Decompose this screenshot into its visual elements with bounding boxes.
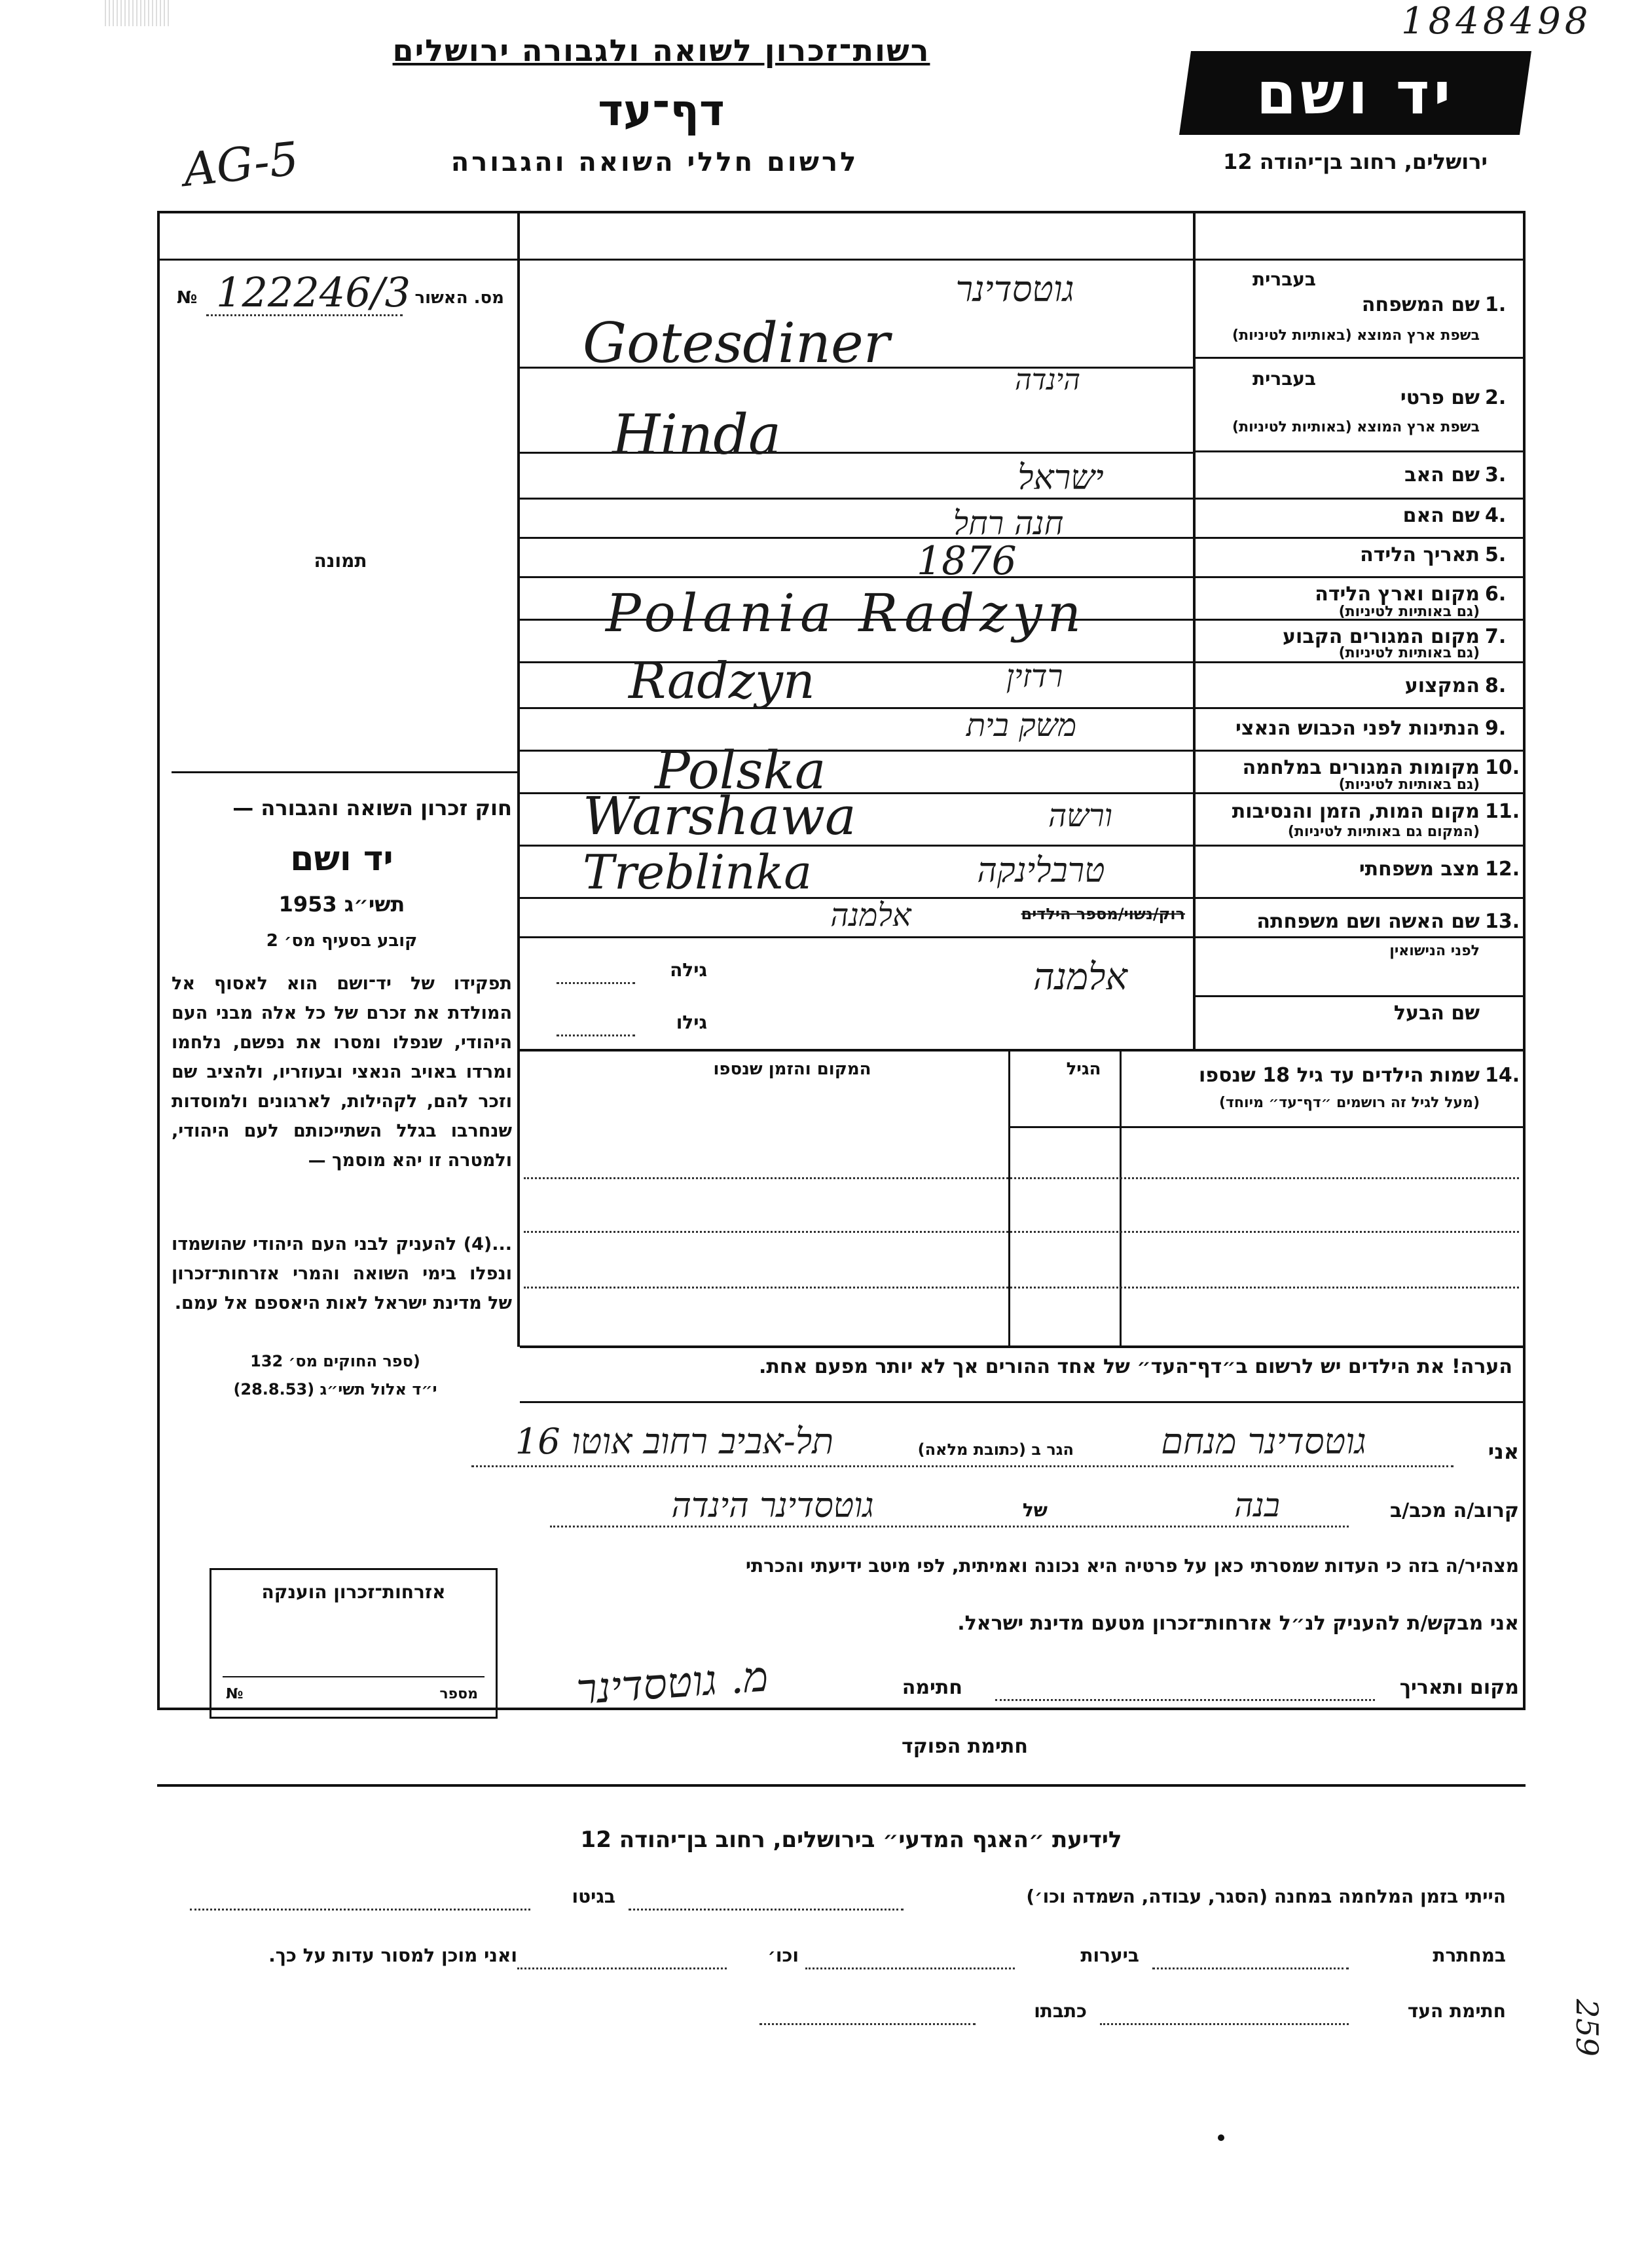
law-date: י״ד אלול תשי״ג (28.8.53) bbox=[233, 1380, 437, 1399]
footer-line2-forests: ביערות bbox=[1080, 1945, 1139, 1966]
children-col-divider-1 bbox=[1008, 1052, 1010, 1346]
field-9-value: Polska bbox=[655, 740, 826, 801]
row-rule bbox=[1196, 995, 1526, 997]
declaration-of-label: של bbox=[1022, 1499, 1048, 1521]
officer-signature-label: חתימת הפוקד bbox=[902, 1735, 1028, 1758]
row-rule bbox=[1196, 450, 1526, 452]
footer-line2-willing: ואני מוכן למסור עדות על כך. bbox=[268, 1945, 517, 1966]
field-13-husband-label: שם הבעל bbox=[1393, 1002, 1480, 1025]
children-col-divider-2 bbox=[1120, 1052, 1122, 1346]
law-source: (ספר החוקים מס׳ 132 bbox=[250, 1352, 420, 1370]
field-5-number: 5. bbox=[1485, 543, 1507, 566]
field-2-hebrew-tag: בעברית bbox=[1252, 368, 1316, 390]
field-8-number: 8. bbox=[1485, 674, 1507, 697]
form-top-rule bbox=[157, 259, 1526, 261]
children-header-rule bbox=[1008, 1126, 1526, 1128]
field-2-value: Hinda bbox=[612, 403, 782, 467]
field-12-struck-options: רוק/נשוי/מספר הילדים bbox=[1021, 905, 1185, 923]
children-section-label: שמות הילדים עד גיל 18 שנספו bbox=[1199, 1064, 1480, 1087]
field-6-value: Polania Radzyn bbox=[606, 583, 1087, 644]
field-10-extra-value: ורשה bbox=[1048, 797, 1112, 834]
children-section-sublabel: (מעל לגיל זה רושמים ״דף־עד״ מיוחד) bbox=[1218, 1095, 1480, 1111]
field-11-sublabel: (המקום גם באותיות לטיניות) bbox=[1287, 824, 1480, 840]
field-7-value: Radzyn bbox=[629, 651, 815, 710]
scan-speck bbox=[1218, 2134, 1224, 2141]
yad-vashem-logo bbox=[1179, 51, 1531, 135]
place-date-label: מקום ותאריך bbox=[1399, 1676, 1519, 1699]
citizenship-box-no-mark: № bbox=[226, 1686, 244, 1702]
declaration-of-value: גוטסדינר הינדה bbox=[671, 1486, 874, 1526]
field-13-label: שם האשה ושם משפחתה bbox=[1256, 910, 1480, 933]
footer-line1-ghetto: בגיטו bbox=[572, 1886, 615, 1907]
row-rule bbox=[520, 498, 1526, 500]
scan-noise bbox=[105, 0, 170, 26]
field-1-number: 1. bbox=[1485, 293, 1507, 316]
field-1-hebrew-tag: בעברית bbox=[1252, 268, 1316, 290]
field-3-label: שם האב bbox=[1404, 464, 1480, 486]
children-row-1 bbox=[524, 1177, 1519, 1179]
field-2-number: 2. bbox=[1485, 386, 1507, 409]
declaration-statement: מצהיר/ה בזה כי העדות שמסרתי כאן על פרטיה היא נכונה ואמיתית, לפי מיטב ידיעתי והכרתי bbox=[745, 1555, 1519, 1577]
footer-line2-underground: במחתרת bbox=[1433, 1945, 1506, 1966]
field-10-value: Warshawa bbox=[583, 786, 856, 847]
note-text: הערה! את הילדים יש לרשום ב״דף־העד״ של אחד ההורים אך לא יותר מפעם אחת. bbox=[759, 1355, 1512, 1378]
field-5-value: 1876 bbox=[917, 538, 1017, 584]
handwritten-code: AG-5 bbox=[181, 132, 301, 197]
declaration-i-label: אני bbox=[1488, 1439, 1519, 1464]
row-rule bbox=[520, 1049, 1526, 1052]
field-11-number: 11. bbox=[1485, 800, 1520, 823]
citizenship-box-number-label: מספר bbox=[439, 1686, 478, 1702]
footer-address-label: כתבתו bbox=[1034, 2000, 1087, 2022]
logo-text: יד ושם bbox=[1256, 59, 1455, 127]
law-name: יד ושם bbox=[290, 839, 393, 879]
field-10-number: 10. bbox=[1485, 756, 1520, 779]
field-4-label: שם האם bbox=[1402, 504, 1480, 527]
left-panel-divider bbox=[517, 211, 520, 1347]
field-1-value: Gotesdiner bbox=[583, 311, 890, 375]
signature-value: מ. גוטסדינר bbox=[574, 1653, 770, 1715]
field-13-age-label: גילה bbox=[670, 959, 707, 981]
declaration-relation-value: בנה bbox=[1234, 1486, 1280, 1524]
footer-top-rule bbox=[157, 1784, 1526, 1787]
field-8-value: משק בית bbox=[966, 707, 1077, 744]
children-col-age: הגיל bbox=[1066, 1059, 1101, 1079]
form-subtitle: לרשום חללי השואה והגבורה bbox=[450, 147, 859, 177]
field-13-number: 13. bbox=[1485, 910, 1520, 933]
field-6-sublabel: (גם באותיות לטיניות) bbox=[1338, 604, 1480, 620]
field-7-extra-value: רדזין bbox=[1006, 658, 1063, 695]
law-year: תשי״ג 1953 bbox=[278, 892, 405, 917]
children-row-3 bbox=[524, 1287, 1519, 1289]
field-2-label: שם פרטי bbox=[1400, 386, 1480, 409]
field-12-value: אלמנה bbox=[830, 897, 911, 934]
field-1-hebrew-value: גוטסדינר bbox=[955, 268, 1074, 310]
field-4-value: חנה רחל bbox=[953, 504, 1064, 542]
approval-label: מס. האשור bbox=[414, 288, 504, 308]
address-line: ירושלים, רחוב בן־יהודה 12 bbox=[1223, 149, 1488, 174]
field-11-label: מקום המות, הזמן והנסיבות bbox=[1232, 800, 1480, 823]
field-11-extra-value: טרבלינקה bbox=[977, 851, 1105, 890]
field-13-age-label-2: גילו bbox=[676, 1012, 707, 1033]
authority-title: רשות־זכרון לשואה ולגבורה ירושלים bbox=[392, 33, 930, 68]
approval-number: 122246/3 bbox=[216, 268, 411, 316]
law-text-1: תפקידו של יד־ושם הוא לאסוף אל המולדת את זכרם של כל אלה מבני העם היהודי, שנפלו ומסרו את נפשם, נלחמו ומרדו באויב הנאצי ובעוזריו, ולהציב שם וזכר להם, לקהילות, לארגונים ולמוסדות שנחרבו בגלל השתייכותם לעם היהודי, ולמטרה זו יהא מוסמך — bbox=[172, 974, 512, 1171]
field-7-sublabel: (גם באותיות לטיניות) bbox=[1338, 645, 1480, 661]
field-11-value: Treblinka bbox=[583, 845, 813, 900]
declaration-address-value: תל-אביב רחוב אוטו 16 bbox=[515, 1421, 834, 1462]
archive-corner-number: 1848498 bbox=[1401, 0, 1592, 43]
children-col-place: המקום והזמן שנספו bbox=[713, 1059, 871, 1079]
declaration-i-value: גוטסדינר מנחם bbox=[1161, 1421, 1366, 1462]
row-rule bbox=[520, 936, 1526, 938]
footer-line1-camp: הייתי בזמן המלחמה במחנה (הסגר, עבודה, השמדה וכו׳) bbox=[1026, 1886, 1506, 1907]
field-12-number: 12. bbox=[1485, 858, 1520, 881]
footer-line2-etc: וכו׳ bbox=[767, 1945, 799, 1966]
law-text-2: ...(4) להעניק לבני העם היהודי שהושמדו ונפלו בימי השואה והמרי אזרחות־זכרון של מדינת ישראל לאות היאספם אל עמם. bbox=[172, 1234, 512, 1313]
approval-no-mark: № bbox=[177, 288, 198, 308]
note-rule bbox=[520, 1401, 1526, 1403]
field-10-sublabel: (גם באותיות לטיניות) bbox=[1338, 777, 1480, 793]
field-8-label: המקצוע bbox=[1404, 674, 1480, 697]
margin-page-number: 259 bbox=[1569, 1999, 1605, 2057]
field-9-number: 9. bbox=[1485, 717, 1507, 740]
photo-label: תמונה bbox=[314, 550, 367, 572]
law-clause: קובע בסעיף מס׳ 2 bbox=[266, 931, 418, 951]
field-7-number: 7. bbox=[1485, 625, 1507, 648]
declaration-request: אני מבקש/ת להעניק לנ״ל אזרחות־זכרון מטעם מדינת ישראל. bbox=[957, 1612, 1519, 1635]
field-6-label: מקום וארץ הלידה bbox=[1315, 583, 1480, 606]
field-10-label: מקומות המגורים במלחמה bbox=[1242, 756, 1480, 779]
footer-title: לידיעת ״האגף המדעי״ בירושלים, רחוב בן־יהודה 12 bbox=[580, 1827, 1122, 1853]
citizenship-box-line bbox=[223, 1676, 484, 1677]
declaration-relation-label: קרוב/ה מכב/ב bbox=[1389, 1499, 1519, 1522]
approval-row bbox=[177, 268, 504, 321]
field-5-label: תאריך הלידה bbox=[1360, 543, 1480, 566]
field-4-number: 4. bbox=[1485, 504, 1507, 527]
field-1-sublabel: בשפת ארץ המוצא (באותיות לטיניות) bbox=[1232, 327, 1480, 344]
field-3-number: 3. bbox=[1485, 464, 1507, 486]
field-2-hebrew-value: הינדה bbox=[1014, 363, 1081, 397]
children-row-2 bbox=[524, 1231, 1519, 1233]
footer-witness-signature: חתימת העד bbox=[1407, 2000, 1506, 2022]
citizenship-box-title: אזרחות־זכרון הוענקה bbox=[261, 1581, 446, 1603]
field-13-value: אלמנה bbox=[1033, 956, 1128, 998]
place-date-field bbox=[995, 1699, 1375, 1701]
declaration-address-label: הגר ב (כתובת מלאה) bbox=[917, 1440, 1074, 1459]
children-section-number: 14. bbox=[1485, 1064, 1520, 1087]
form-title: דף־עד bbox=[598, 85, 725, 136]
field-12-label: מצב משפחתי bbox=[1359, 858, 1480, 881]
field-2-sublabel: בשפת ארץ המוצא (באותיות לטיניות) bbox=[1232, 419, 1480, 435]
row-rule bbox=[1196, 357, 1526, 359]
photo-box-bottom bbox=[172, 771, 517, 773]
field-13-sublabel: לפני הנישואין bbox=[1389, 943, 1480, 959]
law-heading: חוק זכרון השואה והגבורה — bbox=[232, 796, 512, 820]
field-6-number: 6. bbox=[1485, 583, 1507, 606]
signature-label: חתימה bbox=[902, 1676, 962, 1699]
children-table-bottom bbox=[520, 1345, 1526, 1348]
field-9-label: הנתינות לפני הכבוש הנאצי bbox=[1235, 717, 1480, 740]
field-3-value: ישראל bbox=[1017, 458, 1104, 498]
field-7-label: מקום המגורים הקבוע bbox=[1283, 625, 1480, 648]
field-1-label: שם המשפחה bbox=[1361, 293, 1480, 316]
